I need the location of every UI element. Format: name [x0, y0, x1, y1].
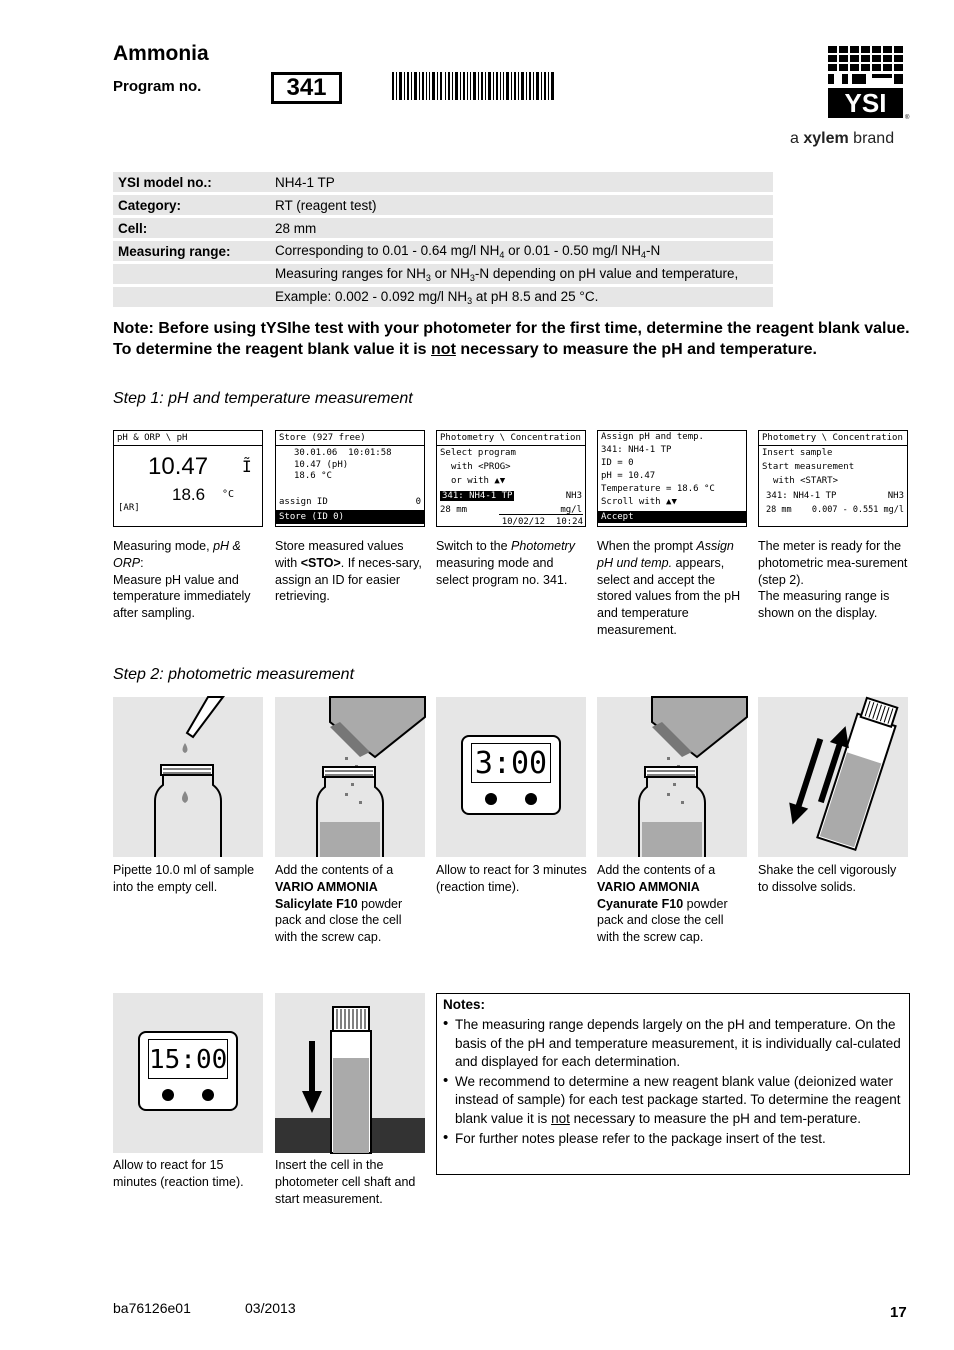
display-line: 28 mm mg/l — [440, 505, 582, 515]
table-row — [113, 218, 773, 238]
info-value: Measuring ranges for $NH_3$ or $NH_3-N$ depending on pH value and temperature, — [270, 264, 773, 284]
meter-display-ph — [113, 430, 263, 527]
timer-3min-illustration — [436, 697, 586, 857]
table-row — [113, 195, 773, 215]
display-line: 341: NH4-1 TP NH3 — [766, 491, 904, 501]
meter-display-assign — [597, 430, 747, 527]
list-item: • The measuring range depends largely on the pH and temperature. On the basis of the pH and temperature measurement, it is individually cal-culated and displayed for each determination. — [443, 1016, 903, 1071]
display-line: 30.01.06 10:01:58 — [294, 448, 392, 458]
brand-suffix: brand — [848, 130, 895, 147]
info-key — [113, 287, 270, 307]
info-value: Corresponding to 0.01 - 0.64 mg/l $NH_4$ or 0.01 - 0.50 mg/l $NH_4-N$ — [270, 241, 773, 261]
display-title: Store (927 free) — [276, 431, 424, 446]
table-row — [113, 287, 773, 307]
meter-display-store — [275, 430, 425, 527]
timer-display: 3:00 — [471, 743, 551, 783]
step2-caption-5: Shake the cell vigorously to dissolve solids. — [758, 863, 897, 894]
step1-caption-2: Store measured values with <STO>. If neces-sary, assign an ID for easier retrieving. — [275, 539, 422, 604]
list-item: • For further notes please refer to the package insert of the test. — [443, 1130, 903, 1148]
timer-button-icon — [162, 1089, 174, 1101]
display-line: Start measurement — [762, 462, 855, 472]
info-table — [113, 169, 773, 310]
pipette-illustration — [113, 697, 263, 857]
page-title: Ammonia — [113, 42, 209, 65]
step2-heading: Step 2: photometric measurement — [113, 666, 355, 683]
temp-unit: °C — [222, 489, 235, 500]
brand-name: xylem — [803, 130, 849, 147]
notes-heading: Notes: — [443, 997, 486, 1012]
mode-indicator: [AR] — [118, 503, 140, 513]
meter-display-ready — [758, 430, 908, 527]
info-key: YSI model no.: — [113, 172, 270, 192]
info-key: Measuring range: — [113, 241, 270, 261]
display-line: Scroll with ▲▼ — [601, 497, 677, 507]
step1-caption-5: The meter is ready for the photometric mea-surement (step 2). The measuring range is shown on the display. — [758, 539, 908, 621]
logo-text: YSI — [844, 88, 887, 118]
info-value: 28 mm — [270, 218, 773, 238]
brand-prefix: a — [790, 130, 804, 147]
step1-caption-3: Switch to the Photometry measuring mode and select program no. 341. — [436, 539, 575, 587]
display-line: ID = 0 — [601, 458, 634, 468]
insert-cell-illustration — [275, 993, 425, 1153]
table-row — [113, 264, 773, 284]
info-value: RT (reagent test) — [270, 195, 773, 215]
display-line: assign ID 0 — [279, 497, 421, 507]
timer-display: 15:00 — [148, 1039, 228, 1079]
info-key — [113, 264, 270, 284]
shake-cell-illustration — [758, 697, 908, 857]
program-number: 341 — [271, 72, 342, 104]
display-line: Select program — [440, 448, 516, 458]
brand-tagline — [790, 130, 894, 148]
timer-button-icon — [202, 1089, 214, 1101]
display-line: Insert sample — [762, 448, 833, 458]
timer-button-icon — [525, 793, 537, 805]
display-title: Assign pH and temp. — [601, 432, 704, 442]
page-number: 17 — [890, 1304, 907, 1321]
display-line: with <PROG> — [451, 462, 511, 472]
step2-caption-6: Allow to react for 15 minutes (reaction time). — [113, 1158, 244, 1189]
display-line: 28 mm 0.007 - 0.551 mg/l — [766, 505, 904, 515]
display-title: Photometry \ Concentration — [759, 431, 907, 446]
display-title: pH & ORP \ pH — [114, 431, 262, 446]
info-value: Example: 0.002 - 0.092 mg/l $NH_3$ at pH 8.5 and 25 °C. — [270, 287, 773, 307]
display-line: 341: NH4-1 TP NH3 — [442, 491, 582, 501]
info-key: Category: — [113, 195, 270, 215]
timer-button-icon — [485, 793, 497, 805]
document-number: ba76126e01 — [113, 1300, 191, 1316]
svg-text:®: ® — [905, 115, 910, 121]
probe-icon: Ĩ — [242, 457, 252, 476]
info-value: NH4-1 TP — [270, 172, 773, 192]
barcode — [392, 72, 554, 100]
display-line: or with ▲▼ — [451, 476, 506, 486]
info-key: Cell: — [113, 218, 270, 238]
step2-caption-3: Allow to react for 3 minutes (reaction time). — [436, 863, 587, 894]
step2-caption-2: Add the contents of a VARIO AMMONIA Salicylate F10 powder pack and close the cell with the screw cap. — [275, 863, 403, 945]
display-line: 10.47 (pH) — [294, 460, 349, 470]
step2-caption-1: Pipette 10.0 ml of sample into the empty cell. — [113, 863, 255, 894]
program-label: Program no. — [113, 78, 202, 95]
timer-15min-illustration — [113, 993, 263, 1153]
reagent-blank-note: Note: Before using tYSIhe test with your photometer for the first time, determine the reagent blank value. To determine the reagent blank value it is not necessary to measure the pH and temperature. — [113, 320, 910, 358]
document-date: 03/2013 — [245, 1300, 296, 1316]
ysi-logo — [828, 46, 908, 122]
step2-caption-4: Add the contents of a VARIO AMMONIA Cyanurate F10 powder pack and close the cell with the screw cap. — [597, 863, 728, 945]
display-line: 18.6 °C — [294, 471, 332, 481]
step1-caption-1: Measuring mode, pH & ORP: Measure pH value and temperature immediately after sampling. — [113, 539, 251, 621]
display-selection: Accept — [598, 511, 746, 523]
display-title: Photometry \ Concentration — [437, 431, 585, 446]
meter-display-program — [436, 430, 586, 527]
display-line: 341: NH4-1 TP — [601, 445, 672, 455]
step1-caption-4: When the prompt Assign pH und temp. appears, select and accept the stored values from the pH and temperature measurement. — [597, 539, 741, 637]
powder-pack-cyanurate-illustration — [597, 697, 747, 857]
table-row — [113, 172, 773, 192]
display-line: pH = 10.47 — [601, 471, 656, 481]
powder-pack-salicylate-illustration — [275, 697, 425, 857]
notes-box — [436, 993, 910, 1175]
list-item: • We recommend to determine a new reagent blank value (deionized water instead of sample) for each test package started. To determine the reagent blank value it is not necessary to measure the pH and tem-perature. — [443, 1073, 903, 1128]
temp-value: 18.6 — [172, 485, 206, 504]
display-selection: Store (ID 0) — [276, 510, 424, 524]
notes-list — [443, 1016, 903, 1148]
display-line: with <START> — [773, 476, 839, 486]
table-row — [113, 241, 773, 261]
step2-caption-7: Insert the cell in the photometer cell shaft and start measurement. — [275, 1158, 416, 1206]
display-line: Temperature = 18.6 °C — [601, 484, 715, 494]
ph-value: 10.47 — [148, 453, 209, 480]
step1-heading: Step 1: pH and temperature measurement — [113, 390, 413, 407]
display-date: 10/02/12 10:24 — [499, 514, 583, 529]
